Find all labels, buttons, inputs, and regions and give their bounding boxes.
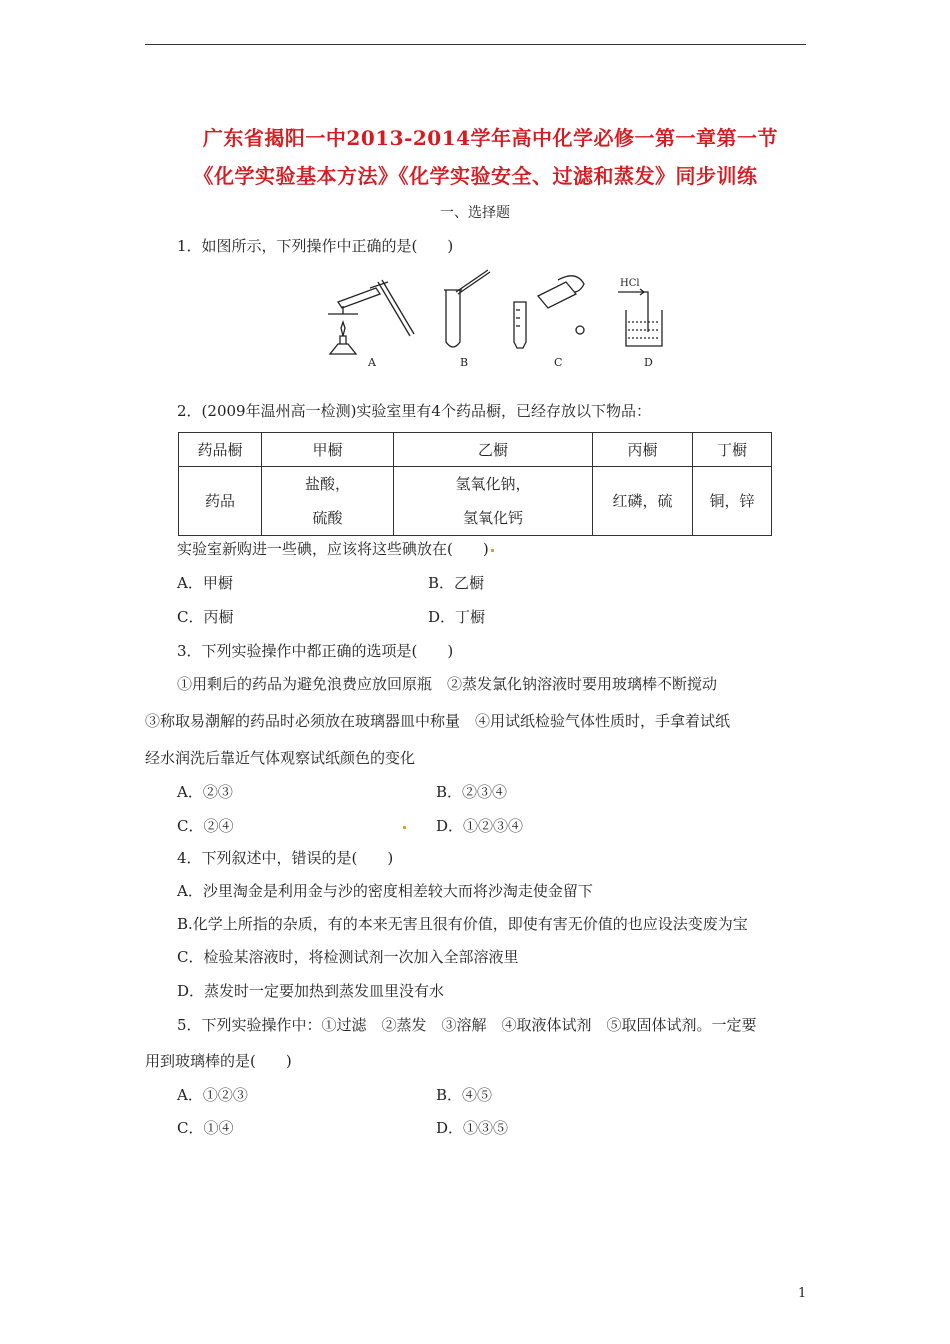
q2-follow	[177, 538, 494, 559]
q5-stem-line1: 5．下列实验操作中：①过滤 ②蒸发 ③溶解 ④取液体试剂 ⑤取固体试剂。一定要	[177, 1016, 757, 1034]
figure-label-d: D	[644, 356, 653, 369]
cell-line: 铜，锌	[709, 492, 755, 510]
option-a-heating-apparatus	[328, 280, 414, 354]
decorative-dot	[403, 826, 406, 829]
cell-line: 氢氧化钙	[462, 509, 523, 527]
q2-option-c: C．丙橱	[177, 608, 234, 626]
table-header-row	[179, 433, 772, 467]
cell-line: 氢氧化钠，	[455, 475, 531, 493]
table-row	[179, 467, 772, 536]
q5-option-c: C．①④	[177, 1119, 234, 1137]
page-number: 1	[798, 1286, 807, 1301]
q4-option-d: D．蒸发时一定要加热到蒸发皿里没有水	[177, 982, 445, 1000]
q4-option-a: A．沙里淘金是利用金与沙的密度相差较大而将沙淘走使金留下	[177, 882, 593, 900]
cell-line: 盐酸，	[304, 475, 350, 493]
q2-stem: 2．(2009年温州高一检测)实验室里有4个药品橱，已经存放以下物品：	[177, 402, 651, 420]
hcl-label: HCl	[620, 278, 640, 289]
q3-body-line: ③称取易潮解的药品时必须放在玻璃器皿中称量 ④用试纸检验气体性质时，手拿着试纸	[145, 712, 731, 730]
q3-option-a: A．②③	[177, 783, 233, 801]
q4-option-c: C．检验某溶液时，将检测试剂一次加入全部溶液里	[177, 948, 519, 966]
option-d-absorption	[618, 289, 662, 346]
figure-label-b: B	[460, 356, 469, 369]
option-b-test-tube	[444, 270, 490, 347]
table-header-cell: 丙橱	[593, 433, 693, 467]
figure-label-c: C	[554, 356, 563, 369]
q3-body-line: 经水润洗后靠近气体观察试纸颜色的变化	[145, 749, 416, 767]
q3-body-line: ①用剩后的药品为避免浪费应放回原瓶 ②蒸发氯化钠溶液时要用玻璃棒不断搅动	[177, 675, 718, 693]
cell-line: 硫酸	[312, 509, 343, 527]
q2-follow-text: 实验室新购进一些碘，应该将这些碘放在( )	[177, 540, 489, 558]
q2-option-b: B．乙橱	[428, 574, 485, 592]
q5-option-d: D．①③⑤	[436, 1119, 509, 1137]
table-cell	[262, 467, 394, 536]
header-rule	[145, 44, 806, 45]
q4-stem: 4．下列叙述中，错误的是( )	[177, 849, 394, 867]
table-cell	[394, 467, 593, 536]
q2-option-a: A．甲橱	[177, 574, 233, 592]
table-header-cell: 甲橱	[262, 433, 394, 467]
medicine-cabinet-table	[178, 432, 772, 536]
table-row-label: 药品	[179, 467, 262, 536]
q5-option-b: B．④⑤	[436, 1086, 493, 1104]
table-cell	[693, 467, 772, 536]
table-cell	[593, 467, 693, 536]
q1-apparatus-figure	[318, 262, 678, 372]
q5-option-a: A．①②③	[177, 1086, 248, 1104]
cell-line: 红磷，硫	[612, 492, 673, 510]
decorative-dot	[491, 549, 494, 552]
q4-option-b: B.化学上所指的杂质，有的本来无害且很有价值，即使有害无价值的也应设法变废为宝	[177, 915, 748, 933]
table-header-cell: 乙橱	[394, 433, 593, 467]
q5-stem-line2: 用到玻璃棒的是( )	[145, 1052, 292, 1070]
q3-option-b: B．②③④	[436, 783, 508, 801]
q3-option-d: D．①②③④	[436, 817, 524, 835]
q2-option-d: D．丁橱	[428, 608, 486, 626]
table-header-cell: 丁橱	[693, 433, 772, 467]
q3-stem: 3．下列实验操作中都正确的选项是( )	[177, 642, 454, 660]
document-title-line1: 广东省揭阳一中2013-2014学年高中化学必修一第一章第一节	[202, 126, 779, 150]
q3-option-c: C．②④	[177, 817, 234, 835]
table-header-cell: 药品橱	[179, 433, 262, 467]
section-heading: 一、选择题	[440, 205, 510, 221]
option-c-pouring	[514, 276, 584, 348]
figure-label-a: A	[368, 356, 376, 369]
q1-stem: 1．如图所示，下列操作中正确的是( )	[177, 237, 454, 255]
document-title-line2: 《化学实验基本方法》《化学实验安全、过滤和蒸发》同步训练	[193, 164, 758, 188]
